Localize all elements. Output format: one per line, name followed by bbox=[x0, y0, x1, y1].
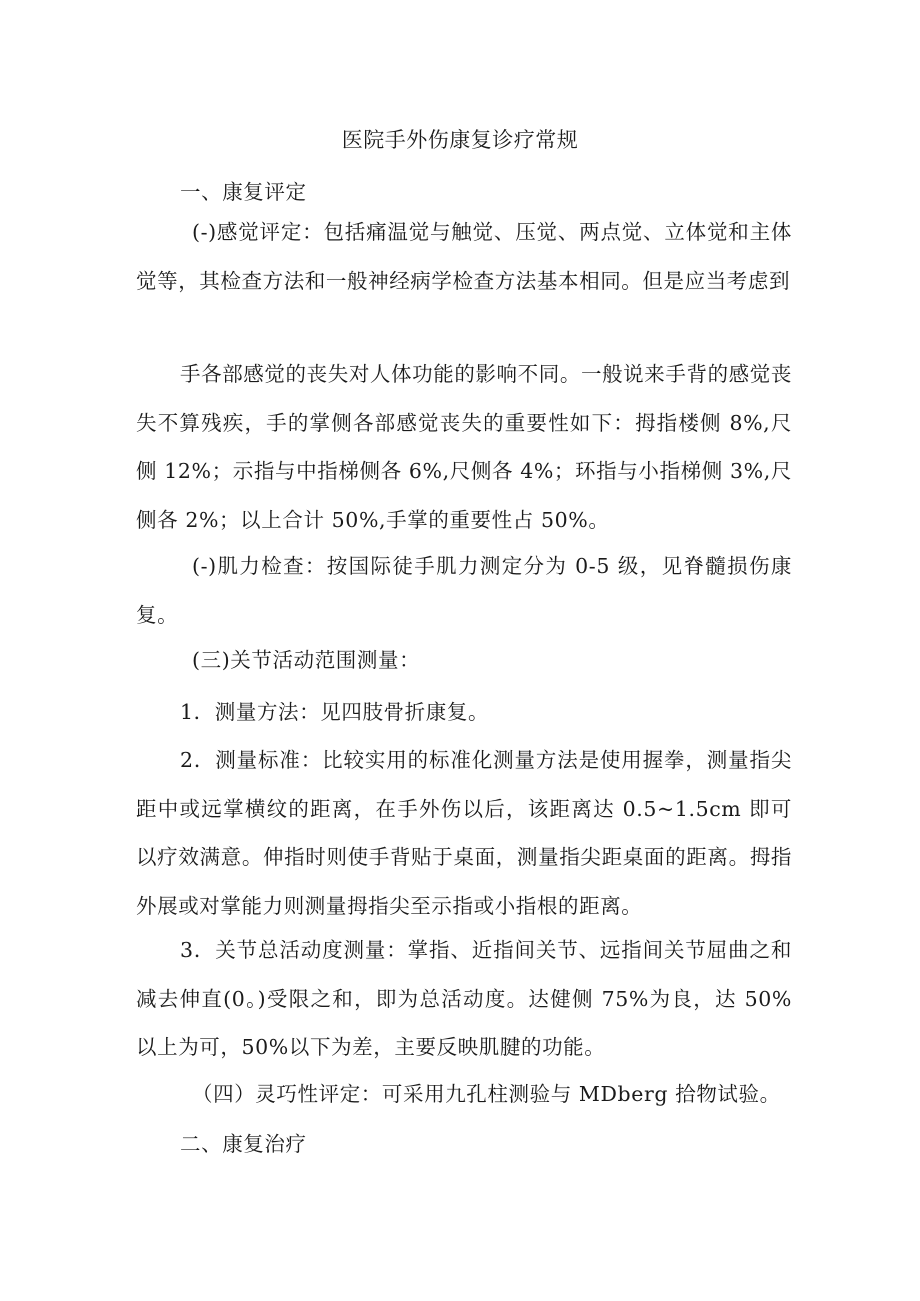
paragraph-dexterity-assessment: （四）灵巧性评定：可采用九孔柱测验与 MDberg 拾物试验。 bbox=[192, 1082, 781, 1106]
document-title: 医院手外伤康复诊疗常规 bbox=[341, 128, 579, 152]
paragraph-joint-range-heading: (三)关节活动范围测量： bbox=[192, 648, 421, 672]
paragraph-sensory-assessment: (-)感觉评定：包括痛温觉与触觉、压觉、两点觉、立体觉和主体觉等，其检查方法和一般神经病学检查方法基本相同。但是应当考虑到 bbox=[136, 220, 792, 293]
section-heading-treatment: 二、康复治疗 bbox=[180, 1132, 307, 1156]
paragraph-total-active-motion: 3．关节总活动度测量：掌指、近指间关节、远指间关节屈曲之和减去伸直(0。)受限之和，即为总活动度。达健侧 75%为良，达 50%以上为可，50%以下为差，主要反映肌腱的功能。 bbox=[136, 938, 792, 1059]
paragraph-measurement-method: 1．测量方法：见四肢骨折康复。 bbox=[180, 700, 490, 724]
paragraph-sensory-loss: 手各部感觉的丧失对人体功能的影响不同。一般说来手背的感觉丧失不算残疾，手的掌侧各部感觉丧失的重要性如下：拇指楼侧 8%,尺侧 12%；示指与中指梯侧各 6%,尺侧各 4%；环指与小指梯侧 3%,尺侧各 2%；以上合计 50%,手掌的重要性占 50%。 bbox=[136, 362, 792, 532]
paragraph-measurement-standard: 2．测量标准：比较实用的标准化测量方法是使用握拳，测量指尖距中或远掌横纹的距离，在手外伤以后，该距离达 0.5~1.5cm 即可以疗效满意。伸指时则使手背贴于桌面，测量指尖距桌面的距离。拇指外展或对掌能力则测量拇指尖至示指或小指根的距离。 bbox=[136, 748, 792, 918]
paragraph-muscle-strength: (-)肌力检查：按国际徒手肌力测定分为 0-5 级，见脊髓损伤康复。 bbox=[136, 554, 792, 627]
section-heading-assessment: 一、康复评定 bbox=[180, 180, 307, 204]
